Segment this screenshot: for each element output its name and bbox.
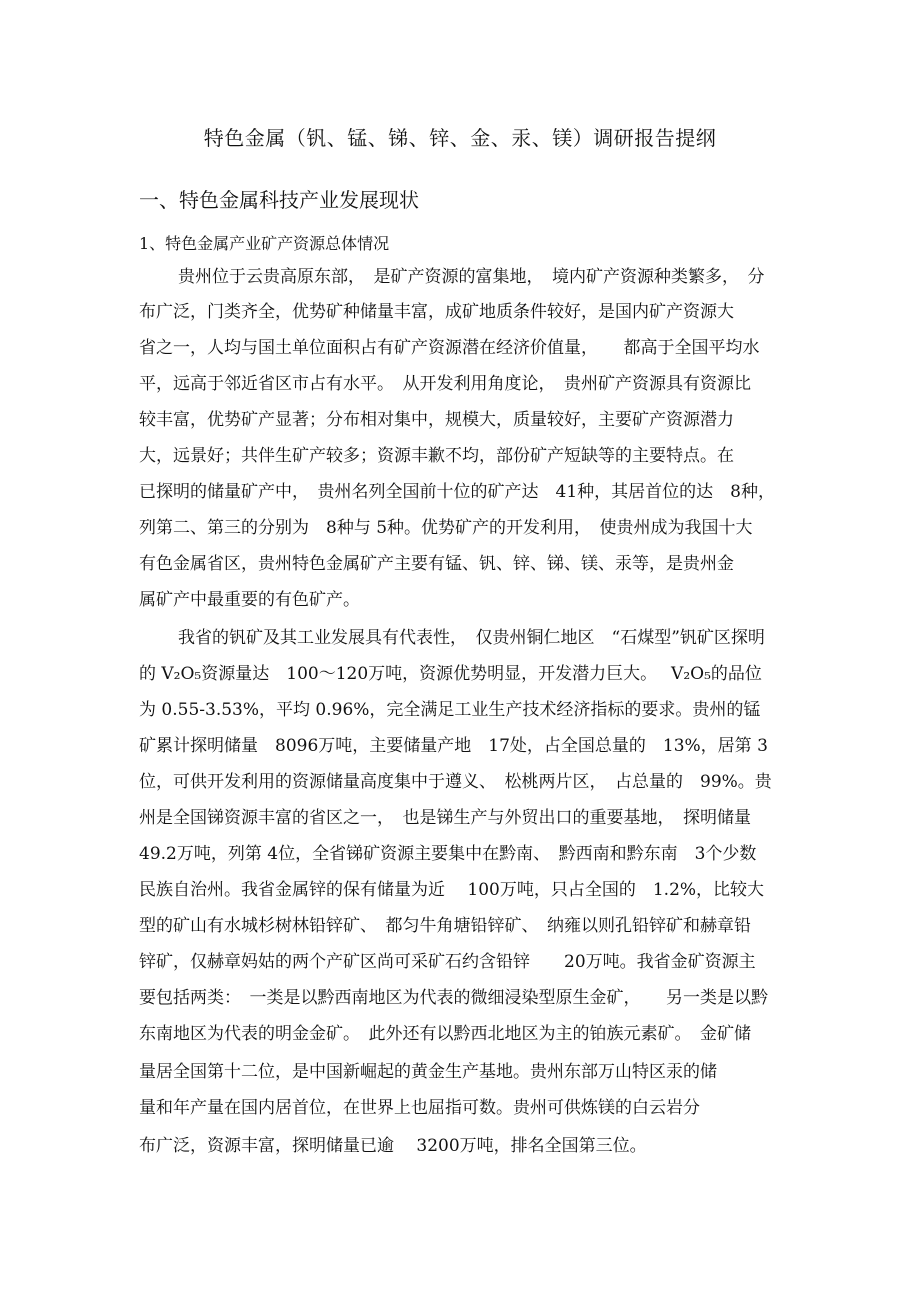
- paragraph-line: 位，可供开发利用的资源储量高度集中于遵义、 松桃两片区， 占总量的 99%。贵: [139, 772, 772, 792]
- document-title: 特色金属（钒、锰、锑、锌、金、汞、镁）调研报告提纲: [203, 126, 717, 150]
- paragraph-line: 为 0.55-3.53%，平均 0.96%，完全满足工业生产技术经济指标的要求。贵州的锰: [139, 700, 761, 720]
- paragraph-line: 布广泛，资源丰富，探明储量已逾 3200万吨，排名全国第三位。: [139, 1136, 647, 1156]
- paragraph-line: 平，远高于邻近省区市占有水平。 从开发利用角度论， 贵州矿产资源具有资源比: [139, 374, 751, 394]
- paragraph-line: 量和年产量在国内居首位，在世界上也屈指可数。贵州可供炼镁的白云岩分: [139, 1098, 700, 1118]
- paragraph-line: 省之一，人均与国土单位面积占有矿产资源潜在经济价值量， 都高于全国平均水: [139, 338, 760, 358]
- paragraph-line: 较丰富，优势矿产显著；分布相对集中，规模大，质量较好，主要矿产资源潜力: [139, 410, 734, 430]
- paragraph-line: 量居全国第十二位，是中国新崛起的黄金生产基地。贵州东部万山特区汞的储: [139, 1062, 717, 1082]
- paragraph-line: 型的矿山有水城杉树林铅锌矿、 都匀牛角塘铅锌矿、 纳雍以则孔铅锌矿和赫章铅: [139, 916, 751, 936]
- paragraph-line: 有色金属省区，贵州特色金属矿产主要有锰、钒、锌、锑、镁、汞等，是贵州金: [139, 554, 734, 574]
- paragraph-line: 州是全国锑资源丰富的省区之一， 也是锑生产与外贸出口的重要基地， 探明储量: [139, 808, 751, 828]
- paragraph-line: 东南地区为代表的明金金矿。 此外还有以黔西北地区为主的铂族元素矿。 金矿储: [139, 1024, 751, 1044]
- paragraph-line: 已探明的储量矿产中， 贵州名列全国前十位的矿产达 41种，其居首位的达 8种，: [139, 482, 775, 502]
- paragraph-line: 大，远景好；共伴生矿产较多；资源丰歉不均，部份矿产短缺等的主要特点。在: [139, 446, 734, 466]
- paragraph-line: 属矿产中最重要的有色矿产。: [139, 590, 360, 610]
- paragraph-line: 49.2万吨，列第 4位，全省锑矿资源主要集中在黔南、 黔西南和黔东南 3个少数: [139, 844, 757, 864]
- paragraph-line: 贵州位于云贵高原东部， 是矿产资源的富集地， 境内矿产资源种类繁多， 分: [178, 267, 765, 287]
- section-heading: 一、特色金属科技产业发展现状: [139, 188, 419, 212]
- paragraph-line: 矿累计探明储量 8096万吨，主要储量产地 17处，占全国总量的 13%，居第 3: [139, 736, 768, 756]
- paragraph-line: 的 V₂O₅资源量达 100～120万吨，资源优势明显，开发潜力巨大。 V₂O₅的品位: [139, 664, 762, 684]
- paragraph-line: 我省的钒矿及其工业发展具有代表性， 仅贵州铜仁地区 “石煤型”钒矿区探明: [178, 628, 765, 648]
- paragraph-line: 民族自治州。我省金属锌的保有储量为近 100万吨，只占全国的 1.2%，比较大: [139, 880, 765, 900]
- subsection-heading: 1、特色金属产业矿产资源总体情况: [139, 234, 390, 253]
- paragraph-line: 布广泛，门类齐全，优势矿种储量丰富，成矿地质条件较好，是国内矿产资源大: [139, 302, 734, 322]
- paragraph-line: 要包括两类： 一类是以黔西南地区为代表的微细浸染型原生金矿， 另一类是以黔: [139, 988, 768, 1008]
- paragraph-line: 锌矿，仅赫章妈姑的两个产矿区尚可采矿石约含铅锌 20万吨。我省金矿资源主: [139, 952, 756, 972]
- paragraph-line: 列第二、第三的分别为 8种与 5种。优势矿产的开发利用， 使贵州成为我国十大: [139, 518, 753, 538]
